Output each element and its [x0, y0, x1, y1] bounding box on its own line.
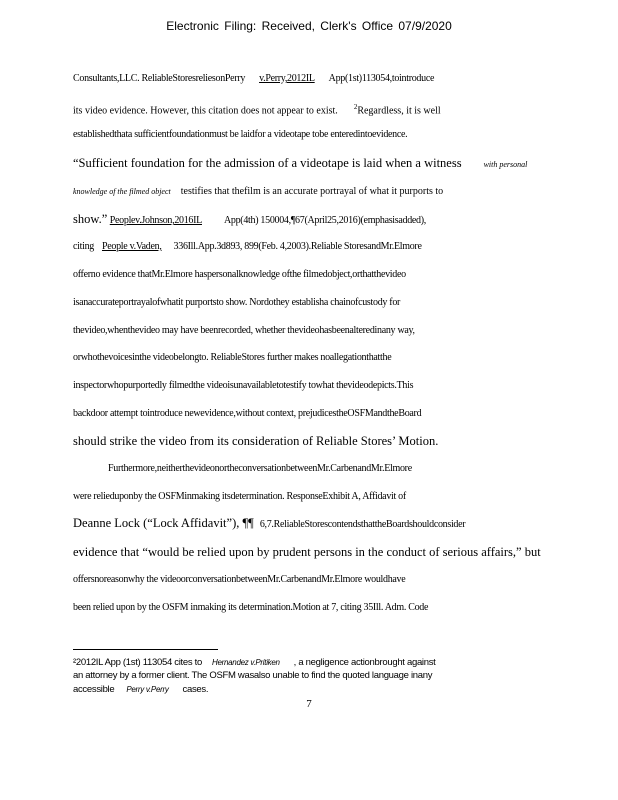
- text-run: 6,7.ReliableStorescontendsthattheBoardshouldconsider: [259, 519, 466, 530]
- case-citation: People v.Vaden,: [101, 241, 162, 252]
- footnote-marker: 2: [353, 103, 358, 111]
- text-run: testifies that thefilm is an accurate portrayal of what it purports to: [180, 186, 444, 197]
- footnote-line: [73, 657, 541, 669]
- body-line: should strike the video from its consideration of Reliable Stores’ Motion.: [73, 434, 439, 448]
- case-citation: Peoplev.Johnson,2016IL: [109, 215, 202, 226]
- case-citation: v.Perry,2012IL: [259, 73, 315, 84]
- italic-run: Perry v.Perry: [126, 685, 169, 694]
- text-run: accessible: [73, 684, 115, 695]
- text-run: Consultants,LLC. ReliableStoresreliesonPerry: [73, 73, 246, 84]
- text-run: ²2012IL App (1st) 113054 cites to: [73, 657, 202, 668]
- body-line: establishedthata sufficientfoundationmust be laidfor a videotape tobe enteredintoevidence.: [73, 129, 408, 140]
- body-line: been relied upon by the OSFM inmaking its determination.Motion at 7, citing 35Ill. Adm. Code: [73, 602, 429, 613]
- body-line: [73, 101, 541, 117]
- body-line: offerno evidence thatMr.Elmore haspersonalknowledge ofthe filmedobject,orthatthevideo: [73, 269, 406, 280]
- text-run: Deanne Lock (“Lock Affidavit”), ¶¶: [73, 516, 254, 530]
- footnote-line: [73, 684, 541, 696]
- body-line: [73, 156, 541, 172]
- text-run: “Sufficient foundation for the admission of a videotape is laid when a witness: [73, 156, 462, 170]
- italic-run: knowledge of the filmed object: [73, 187, 171, 196]
- text-run: , a negligence actionbrought against: [293, 657, 436, 668]
- text-run: App(4th) 150004,¶67(April25,2016)(emphasisadded),: [223, 215, 426, 226]
- body-line: backdoor attempt tointroduce newevidence,without context, prejudicestheOSFMandtheBoard: [73, 408, 422, 419]
- body-line: were relieduponby the OSFMinmaking itsdetermination. ResponseExhibit A, Affidavit of: [73, 491, 406, 502]
- body-line: thevideo,whenthevideo may have beenrecorded, whether thevideohasbeenalteredinany way,: [73, 325, 415, 336]
- page-number: 7: [306, 698, 312, 710]
- footnote-line: an attorney by a former client. The OSFM wasalso unable to find the quoted language inany: [73, 670, 433, 681]
- text-run: show.”: [73, 212, 108, 226]
- text-run: App(1st)113054,tointroduce: [328, 73, 435, 84]
- body-line: evidence that “would be relied upon by prudent persons in the conduct of serious affairs,” but: [73, 545, 541, 559]
- efiling-header: Electronic Filing: Received, Clerk's Office 07/9/2020: [166, 19, 452, 33]
- body-line: inspectorwhopurportedly filmedthe videoisunavailabletotestify towhat thevideodepicts.This: [73, 380, 414, 391]
- body-line: [73, 212, 541, 227]
- body-line: [73, 516, 541, 531]
- text-run: cases.: [182, 684, 209, 695]
- body-line: offersnoreasonwhy the videoorconversationbetweenMr.CarbenandMr.Elmore wouldhave: [73, 574, 406, 585]
- text-run: 336Ill.App.3d893, 899(Feb. 4,2003).Reliable StoresandMr.Elmore: [173, 241, 422, 252]
- body-line: isanaccurateportrayalofwhatit purportsto show. Nordothey establisha chainofcustody for: [73, 297, 401, 308]
- body-line: [73, 73, 541, 85]
- text-run: Regardless, it is well: [357, 105, 441, 117]
- text-run: its video evidence. However, this citation does not appear to exist.: [73, 105, 338, 117]
- body-line: [73, 241, 541, 253]
- italic-run: Hernandez v.Pritiken: [212, 658, 280, 667]
- footnote-rule: [73, 649, 218, 650]
- paragraph-start: Furthermore,neitherthevideonortheconversationbetweenMr.CarbenandMr.Elmore: [108, 463, 412, 474]
- italic-run: with personal: [483, 160, 528, 169]
- body-line: orwhothevoicesinthe videobelongto. ReliableStores further makes noallegationthatthe: [73, 352, 392, 363]
- body-line: [73, 186, 541, 198]
- text-run: citing: [73, 241, 94, 252]
